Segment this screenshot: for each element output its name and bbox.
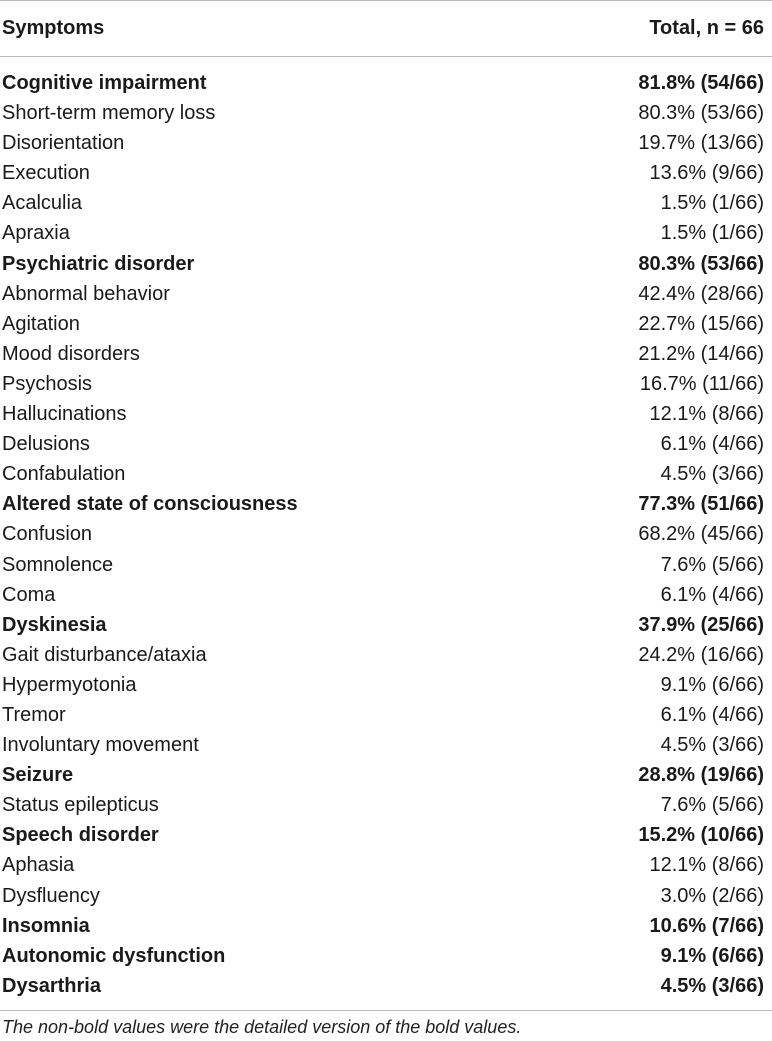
table-row	[0, 850, 772, 880]
symptom-value: 80.3% (53/66)	[638, 252, 764, 275]
symptom-label: Hypermyotonia	[2, 673, 137, 696]
table-row	[0, 670, 772, 700]
symptom-value: 15.2% (10/66)	[638, 824, 764, 847]
symptom-value: 4.5% (3/66)	[660, 974, 764, 997]
table-row	[0, 700, 772, 730]
table-row	[0, 188, 772, 218]
symptom-label: Psychiatric disorder	[2, 252, 195, 275]
symptom-label: Dyskinesia	[2, 613, 107, 636]
table-row	[0, 158, 772, 188]
symptom-value: 12.1% (8/66)	[649, 854, 764, 877]
symptom-value: 37.9% (25/66)	[638, 613, 764, 636]
symptom-value: 7.6% (5/66)	[660, 794, 764, 817]
table-category-row	[0, 610, 772, 640]
table-row	[0, 218, 772, 248]
table-header	[0, 0, 772, 56]
table-row	[0, 550, 772, 580]
symptom-label: Confusion	[2, 523, 93, 546]
symptom-label: Autonomic dysfunction	[2, 944, 226, 967]
symptom-value: 6.1% (4/66)	[660, 583, 764, 606]
symptom-label: Delusions	[2, 433, 90, 456]
table-row	[0, 339, 772, 369]
symptom-label: Short-term memory loss	[2, 102, 216, 125]
symptom-label: Gait disturbance/ataxia	[2, 643, 207, 666]
symptom-value: 13.6% (9/66)	[649, 162, 764, 185]
symptom-value: 10.6% (7/66)	[649, 914, 764, 937]
symptom-value: 42.4% (28/66)	[638, 282, 764, 305]
table-row	[0, 730, 772, 760]
symptom-value: 21.2% (14/66)	[638, 342, 764, 365]
symptom-value: 77.3% (51/66)	[638, 493, 764, 516]
table-category-row	[0, 820, 772, 850]
symptom-label: Insomnia	[2, 914, 90, 937]
symptom-value: 6.1% (4/66)	[660, 703, 764, 726]
table-category-row	[0, 249, 772, 279]
header-symptoms: Symptoms	[2, 17, 105, 39]
symptom-label: Altered state of consciousness	[2, 493, 298, 516]
table-row	[0, 580, 772, 610]
table-row	[0, 459, 772, 489]
symptom-label: Speech disorder	[2, 824, 159, 847]
symptom-label: Seizure	[2, 764, 74, 787]
table-row	[0, 399, 772, 429]
table-footnote: The non-bold values were the detailed version of the bold values.	[2, 1017, 522, 1037]
symptom-value: 4.5% (3/66)	[660, 463, 764, 486]
table-row	[0, 98, 772, 128]
symptom-value: 28.8% (19/66)	[638, 764, 764, 787]
bottom-rule	[0, 1010, 772, 1011]
symptom-value: 80.3% (53/66)	[638, 102, 764, 125]
symptom-label: Confabulation	[2, 463, 126, 486]
symptom-value: 12.1% (8/66)	[649, 403, 764, 426]
table-row	[0, 369, 772, 399]
table-body	[0, 68, 772, 1001]
table-row	[0, 279, 772, 309]
symptom-label: Aphasia	[2, 854, 75, 877]
table-row	[0, 790, 772, 820]
symptom-value: 68.2% (45/66)	[638, 523, 764, 546]
symptom-label: Apraxia	[2, 222, 70, 245]
symptom-label: Involuntary movement	[2, 734, 199, 757]
symptom-label: Acalculia	[2, 192, 83, 215]
symptom-label: Abnormal behavior	[2, 282, 170, 305]
table-category-row	[0, 68, 772, 98]
table-row	[0, 640, 772, 670]
header-rule	[0, 56, 772, 57]
symptom-label: Disorientation	[2, 132, 125, 155]
header-total: Total, n = 66	[649, 17, 764, 39]
symptom-label: Hallucinations	[2, 403, 127, 426]
table-row	[0, 881, 772, 911]
table-row	[0, 309, 772, 339]
table-row	[0, 519, 772, 549]
symptom-value: 3.0% (2/66)	[660, 884, 764, 907]
symptom-value: 7.6% (5/66)	[660, 553, 764, 576]
table-row	[0, 128, 772, 158]
symptom-label: Execution	[2, 162, 90, 185]
symptom-value: 9.1% (6/66)	[660, 673, 764, 696]
symptom-value: 1.5% (1/66)	[660, 192, 764, 215]
symptom-value: 9.1% (6/66)	[660, 944, 764, 967]
symptom-value: 16.7% (11/66)	[639, 372, 764, 395]
table-category-row	[0, 760, 772, 790]
table-row	[0, 429, 772, 459]
symptom-label: Agitation	[2, 312, 80, 335]
table-category-row	[0, 941, 772, 971]
symptom-label: Tremor	[2, 703, 66, 726]
table-category-row	[0, 489, 772, 519]
symptom-label: Psychosis	[2, 372, 93, 395]
symptom-label: Coma	[2, 583, 56, 606]
symptom-value: 19.7% (13/66)	[638, 132, 764, 155]
symptom-value: 24.2% (16/66)	[638, 643, 764, 666]
symptom-value: 4.5% (3/66)	[660, 734, 764, 757]
symptom-label: Dysarthria	[2, 974, 101, 997]
symptom-label: Cognitive impairment	[2, 72, 207, 94]
symptom-label: Somnolence	[2, 553, 114, 576]
symptom-value: 6.1% (4/66)	[660, 433, 764, 456]
symptom-value: 81.8% (54/66)	[638, 72, 764, 94]
table-category-row	[0, 911, 772, 941]
symptom-label: Dysfluency	[2, 884, 100, 907]
table-category-row	[0, 971, 772, 1001]
symptom-label: Status epilepticus	[2, 794, 159, 817]
symptom-label: Mood disorders	[2, 342, 140, 365]
symptom-value: 22.7% (15/66)	[638, 312, 764, 335]
symptom-value: 1.5% (1/66)	[660, 222, 764, 245]
